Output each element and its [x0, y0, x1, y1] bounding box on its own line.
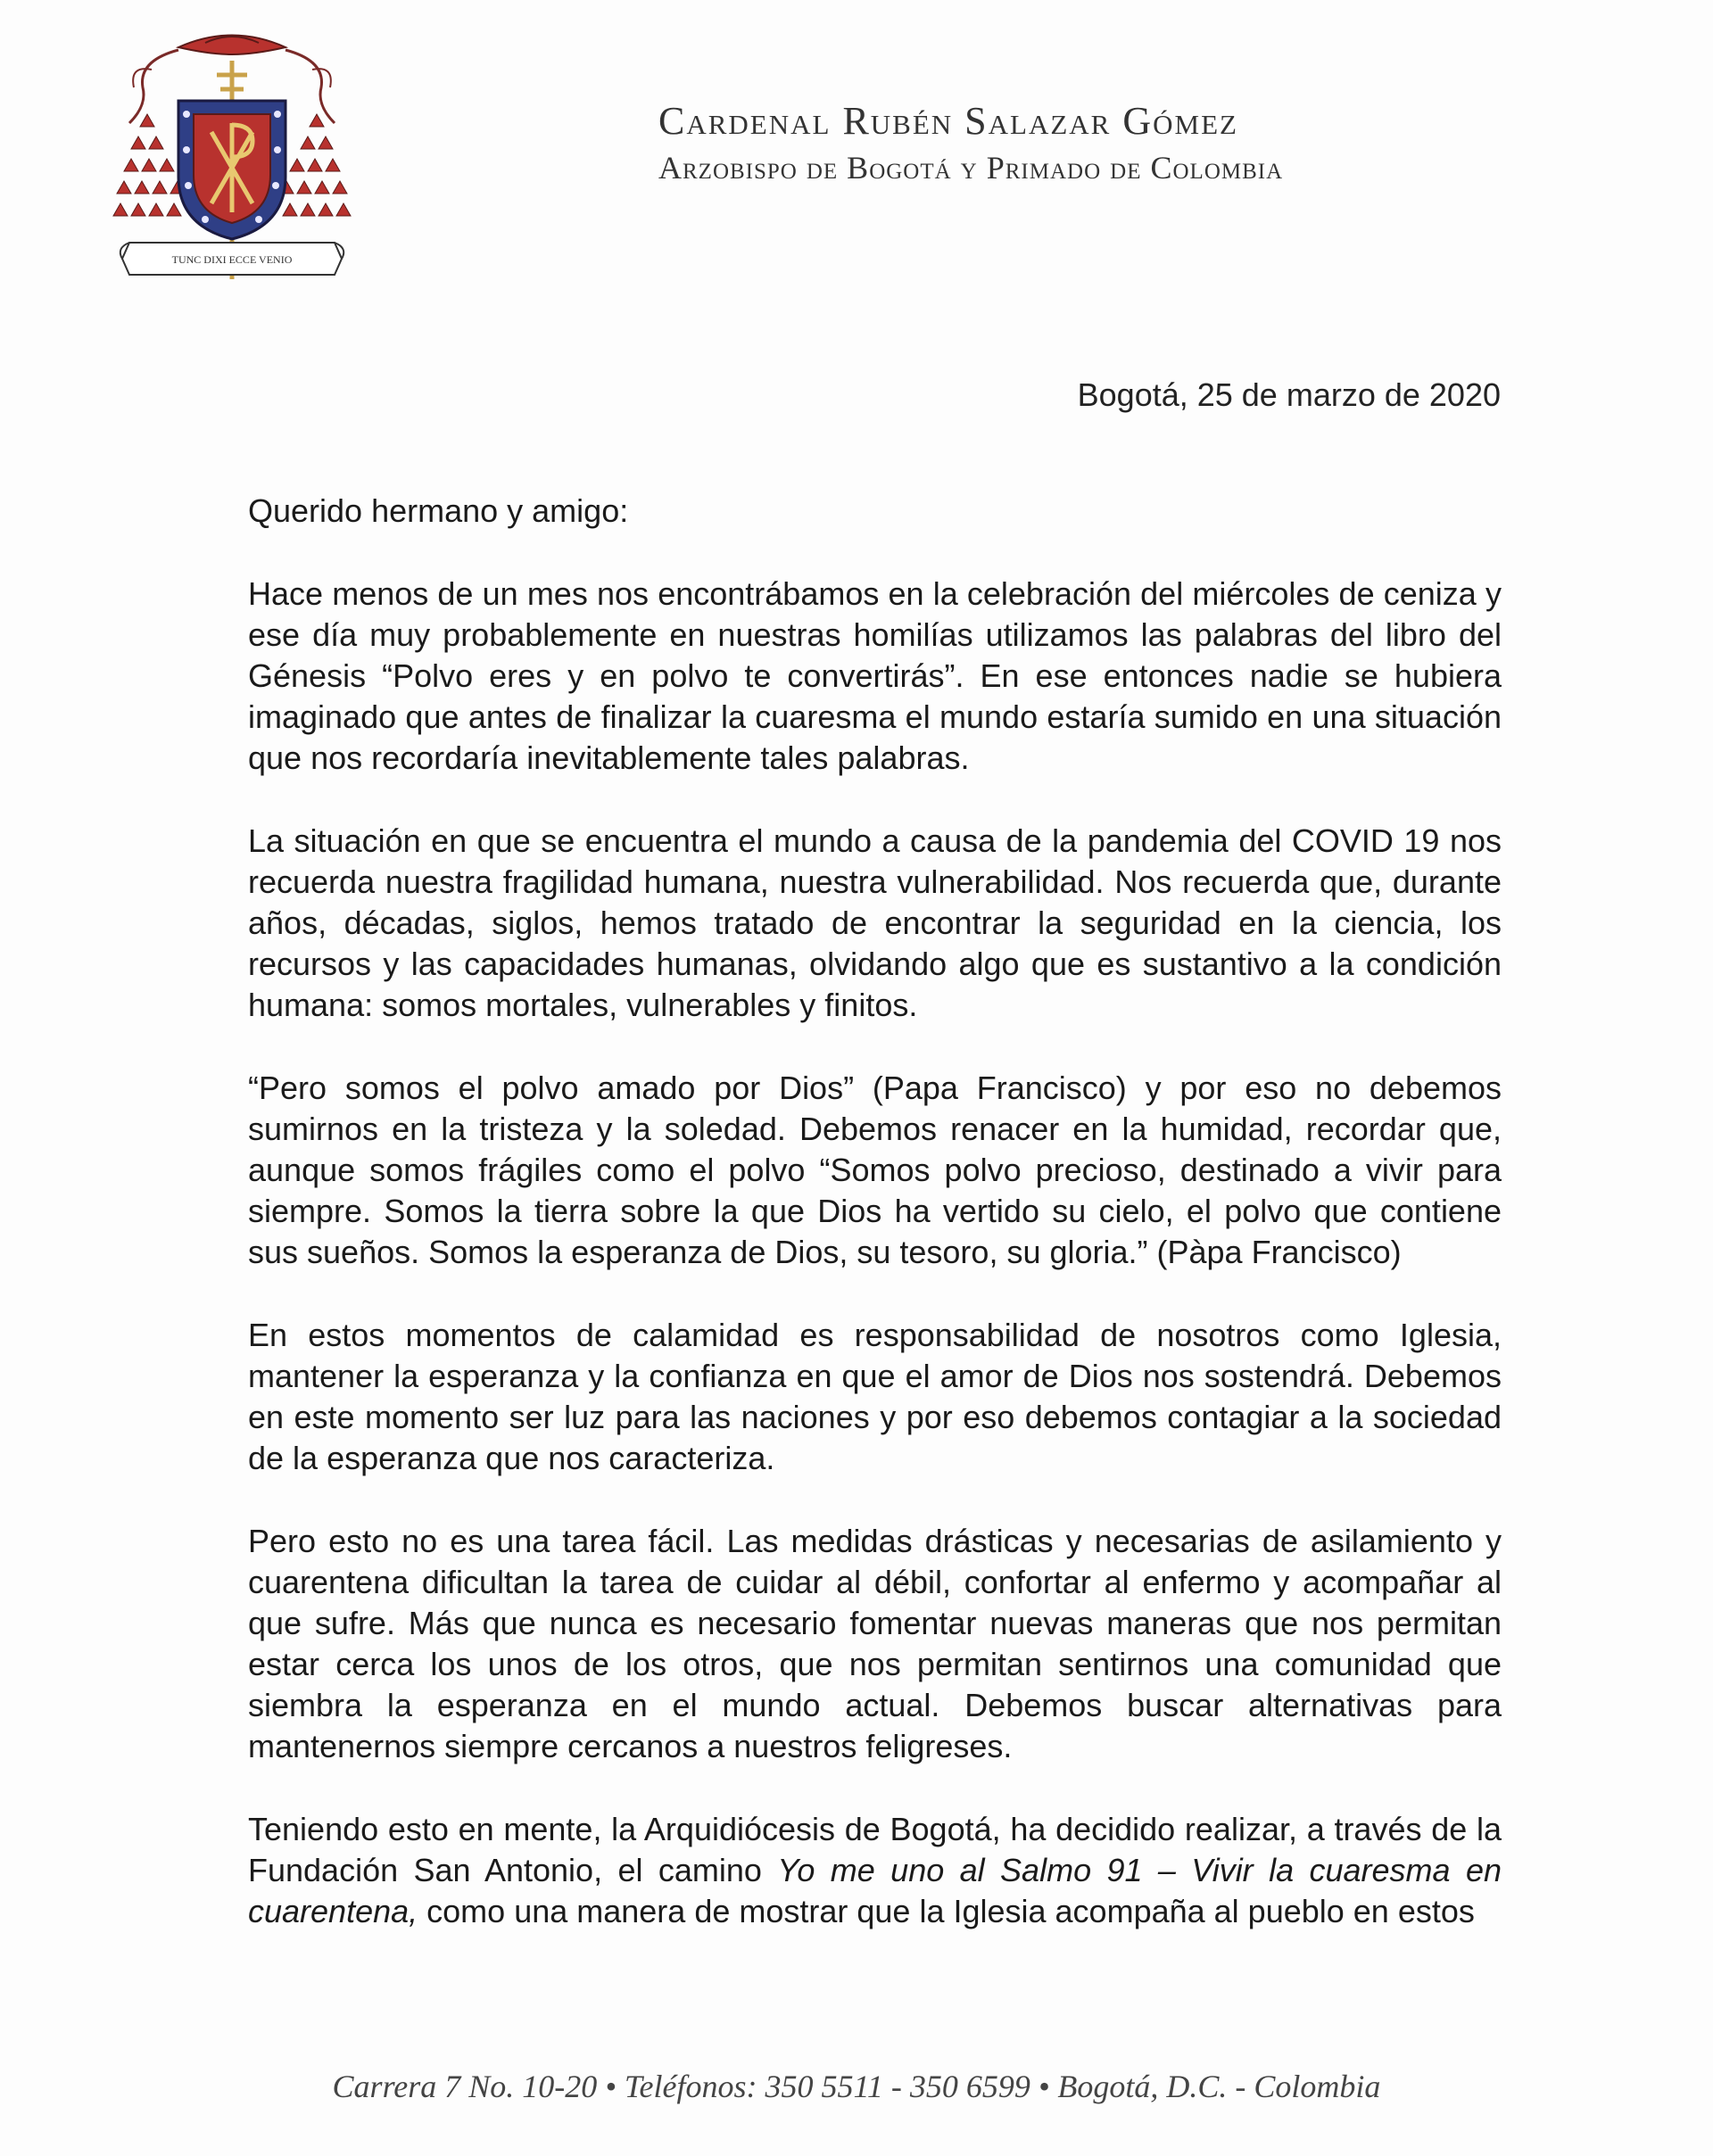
paragraph: Hace menos de un mes nos encontrábamos en la celebración del miércoles de ceniza y ese día muy probablemente en nuestras homilías utilizamos las palabras del libro del Génesis “Polvo eres y en polvo te convertirás”. En ese entonces nadie se hubiera imaginado que antes de finalizar la cuaresma el mundo estaría sumido en una situación que nos recordaría inevitablemente tales palabras. [248, 575, 1502, 776]
paragraph: En estos momentos de calamidad es responsabilidad de nosotros como Iglesia, mantener la esperanza y la confianza en que el amor de Dios nos sostendrá. Debemos en este momento ser luz para las naciones y por eso debemos contagiar a la sociedad de la esperanza que nos caracteriza. [248, 1317, 1502, 1476]
paragraph [248, 1809, 1502, 1932]
sender-name: Cardenal Rubén Salazar Gómez [658, 99, 1238, 143]
paragraph-italic-title: Yo me uno al Salmo 91 – Vivir la cuaresma en cuarentena, [248, 1852, 1502, 1929]
motto-text: TUNC DIXI ECCE VENIO [171, 253, 293, 266]
paragraph: La situación en que se encuentra el mundo a causa de la pandemia del COVID 19 nos recuerda nuestra fragilidad humana, nuestra vulnerabilidad. Nos recuerda que, durante años, décadas, siglos, hemos tratado de encontrar la seguridad en la ciencia, los recursos y las capacidades humanas, olvidando algo que es sustantivo a la condición humana: somos mortales, vulnerables y finitos. [248, 822, 1502, 1023]
letter-body [248, 491, 1502, 1974]
paragraph: Pero esto no es una tarea fácil. Las medidas drásticas y necesarias de asilamiento y cuarentena dificultan la tarea de cuidar al débil, confortar al enfermo y acompañar al que sufre. Más que nunca es necesario fomentar nuevas maneras que nos permitan estar cerca los unos de los otros, que nos permitan sentirnos una comunidad que siembra la esperanza en el mundo actual. Debemos buscar alternativas para mantenernos siempre cercanos a nuestros feligreses. [248, 1523, 1502, 1764]
paragraph-text: Teniendo esto en mente, la Arquidiócesis de Bogotá, ha decidido realizar, a través de la Fundación San Antonio, el camino [248, 1811, 1502, 1888]
paragraph-text: como una manera de mostrar que la Iglesia acompaña al pueblo en estos [418, 1893, 1475, 1929]
salutation: Querido hermano y amigo: [248, 492, 629, 529]
letter-date: Bogotá, 25 de marzo de 2020 [1077, 376, 1501, 413]
sender-title: Arzobispo de Bogotá y Primado de Colombia [658, 150, 1284, 186]
coat-of-arms-logo [112, 25, 352, 284]
letterhead-footer-address: Carrera 7 No. 10-20 • Teléfonos: 350 5511 - 350 6599 • Bogotá, D.C. - Colombia [332, 2069, 1381, 2104]
letterhead [658, 96, 1461, 189]
paragraph: “Pero somos el polvo amado por Dios” (Papa Francisco) y por eso no debemos sumirnos en la tristeza y la soledad. Debemos renacer en la humidad, recordar que, aunque somos frágiles como el polvo “Somos polvo precioso, destinado a vivir para siempre. Somos la tierra sobre la que Dios ha vertido su cielo, el polvo que contiene sus sueños. Somos la esperanza de Dios, su tesoro, su gloria.” (Pàpa Francisco) [248, 1070, 1502, 1270]
